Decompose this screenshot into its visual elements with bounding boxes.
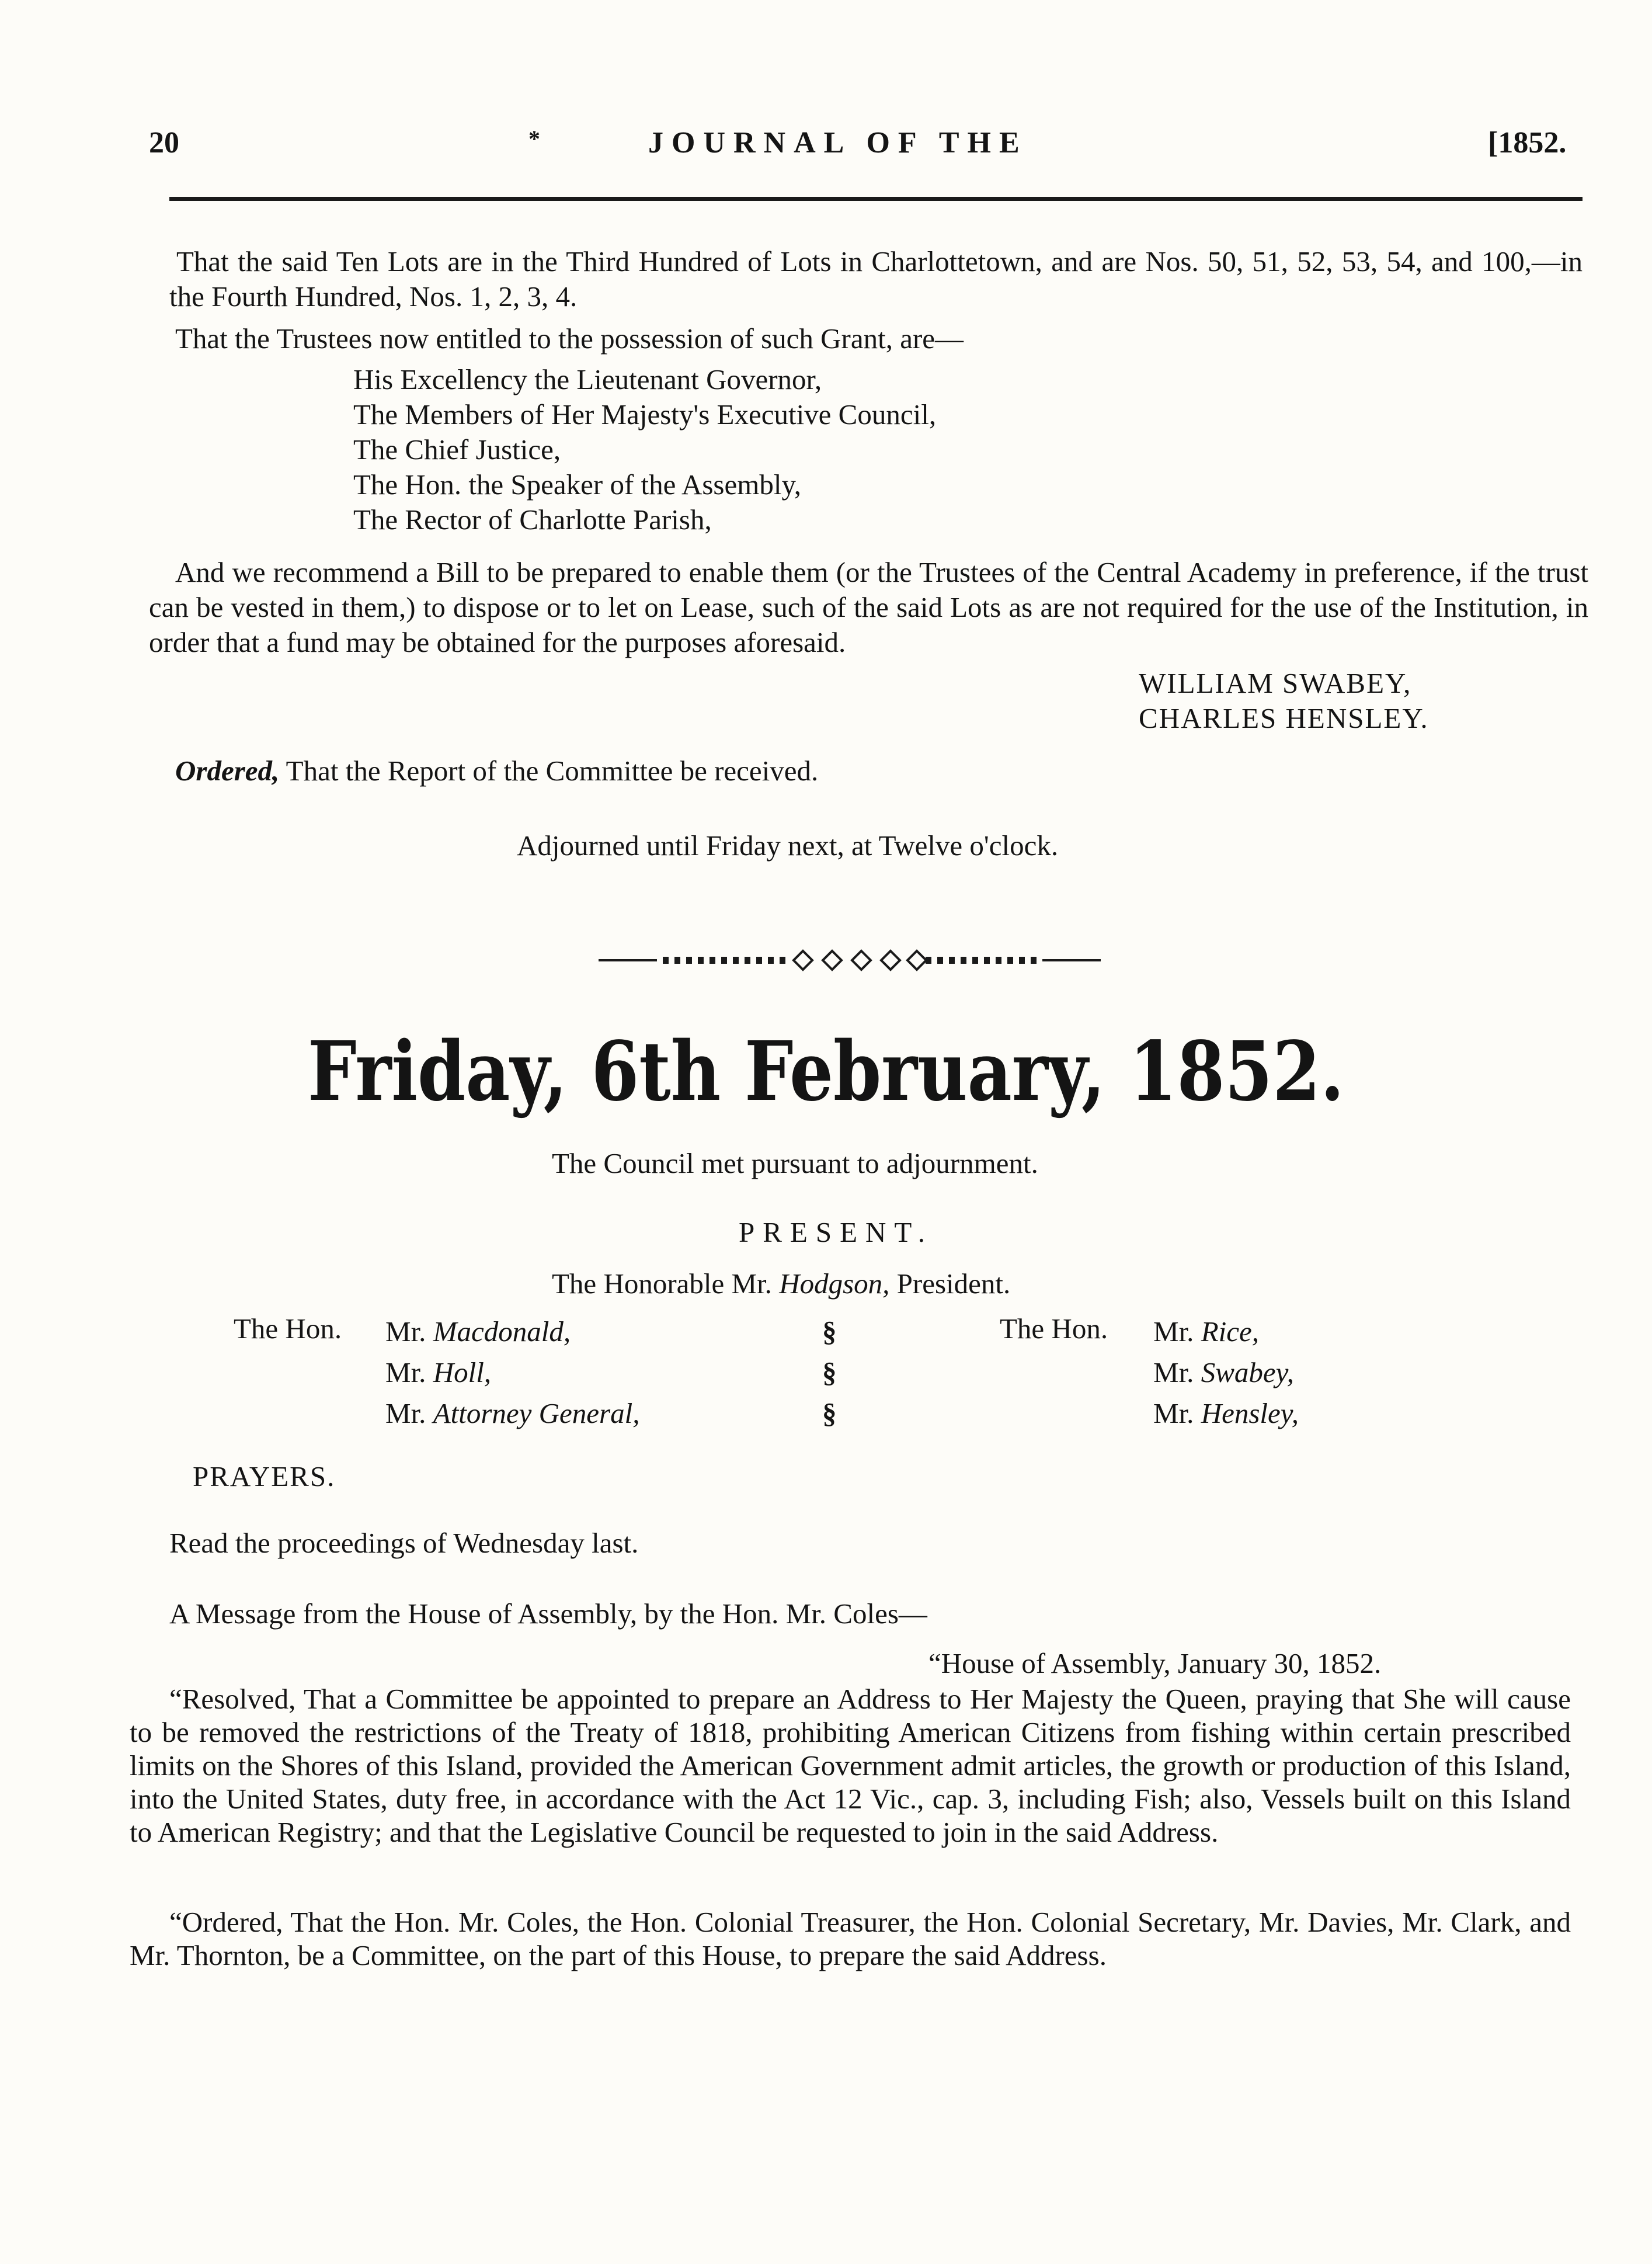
- member-holl: Mr. Holl,: [385, 1356, 492, 1388]
- brace-mark: §: [822, 1397, 837, 1429]
- member-macdonald: Mr. Macdonald,: [385, 1315, 571, 1348]
- president-prefix: The Honorable Mr.: [552, 1268, 772, 1300]
- members-left-prefix: The Hon.: [234, 1312, 342, 1345]
- trustees-list: [353, 362, 936, 537]
- trustee-item: His Excellency the Lieutenant Governor,: [353, 363, 822, 395]
- prayers: PRAYERS.: [193, 1460, 336, 1492]
- trustee-item: The Rector of Charlotte Parish,: [353, 504, 712, 536]
- adjourned-notice: Adjourned until Friday next, at Twelve o'clock.: [517, 829, 1059, 862]
- brace-mark: §: [822, 1356, 837, 1388]
- running-title: JOURNAL OF THE: [648, 126, 1028, 159]
- ordered-text: That the Report of the Committee be received.: [286, 755, 819, 787]
- president-suffix: President.: [896, 1268, 1011, 1300]
- report-paragraph-trustees: That the Trustees now entitled to the possession of such Grant, are—: [175, 322, 964, 355]
- members-left-column: [385, 1311, 639, 1434]
- member-rice: Mr. Rice,: [1153, 1315, 1259, 1348]
- brace-mark: §: [822, 1315, 837, 1348]
- page-number: 20: [149, 126, 179, 159]
- report-signatures: [1139, 666, 1429, 736]
- header-year: [1852.: [1488, 126, 1567, 159]
- members-right-prefix: The Hon.: [1000, 1312, 1108, 1345]
- date-heading: Friday, 6th February, 1852.: [308, 1024, 1344, 1120]
- trustee-item: The Hon. the Speaker of the Assembly,: [353, 468, 802, 501]
- trustee-item: The Chief Justice,: [353, 433, 561, 466]
- read-proceedings: Read the proceedings of Wednesday last.: [169, 1527, 639, 1559]
- members-right-column: [1153, 1311, 1299, 1434]
- report-paragraph-lots: That the said Ten Lots are in the Third Hundred of Lots in Charlottetown, and are Nos. 50, 51, 52, 53, 54, and 100,—in the Fourth Hundred, Nos. 1, 2, 3, 4.: [169, 245, 1583, 312]
- resolution-paragraph: “Resolved, That a Committee be appointed to prepare an Address to Her Majesty the Queen, praying that She will cause to be removed the restrictions of the Treaty of 1818, prohibiting American Citizens from fishing within certain prescribed limits on the Shores of this Island, provided the American Government admit articles, the growth or production of this Island, into the United States, duty free, in accordance with the Act 12 Vic., cap. 3, including Fish; also, Vessels built on this Island to American Registry; and that the Legislative Council be requested to join in the said Address.: [130, 1683, 1571, 1848]
- council-met: The Council met pursuant to adjournment.: [552, 1147, 1038, 1179]
- brace-column: [822, 1311, 837, 1434]
- ordered-word: Ordered,: [175, 755, 280, 787]
- signature-hensley: CHARLES HENSLEY.: [1139, 702, 1429, 734]
- report-paragraph-recommendation: And we recommend a Bill to be prepared to enable them (or the Trustees of the Central Academy in preference, if the trust can be vested in them,) to dispose or to let on Lease, such of the said Lots as are not required for the use of the Institution, in order that a fund may be obtained for the purposes aforesaid.: [149, 556, 1588, 658]
- message-intro: A Message from the House of Assembly, by the Hon. Mr. Coles—: [169, 1598, 927, 1630]
- trustee-item: The Members of Her Majesty's Executive Council,: [353, 398, 937, 430]
- signature-swabey: WILLIAM SWABEY,: [1139, 667, 1412, 699]
- header-rule: [169, 197, 1583, 201]
- member-hensley: Mr. Hensley,: [1153, 1397, 1299, 1429]
- member-attorney-general: Mr. Attorney General,: [385, 1397, 640, 1429]
- ornamental-divider: [599, 945, 1101, 980]
- president-line: [552, 1266, 1010, 1301]
- president-name: Hodgson,: [779, 1268, 890, 1300]
- ordered-committee-paragraph: “Ordered, That the Hon. Mr. Coles, the Hon. Colonial Treasurer, the Hon. Colonial Secretary, Mr. Davies, Mr. Clark, and Mr. Thornton, be a Committee, on the part of this House, to prepare the said Address.: [130, 1906, 1571, 1971]
- ordered-report-received: [175, 753, 818, 789]
- member-swabey: Mr. Swabey,: [1153, 1356, 1294, 1388]
- message-dateline: “House of Assembly, January 30, 1852.: [928, 1647, 1382, 1679]
- header-mark: *: [528, 126, 540, 152]
- present-label: PRESENT.: [739, 1216, 933, 1248]
